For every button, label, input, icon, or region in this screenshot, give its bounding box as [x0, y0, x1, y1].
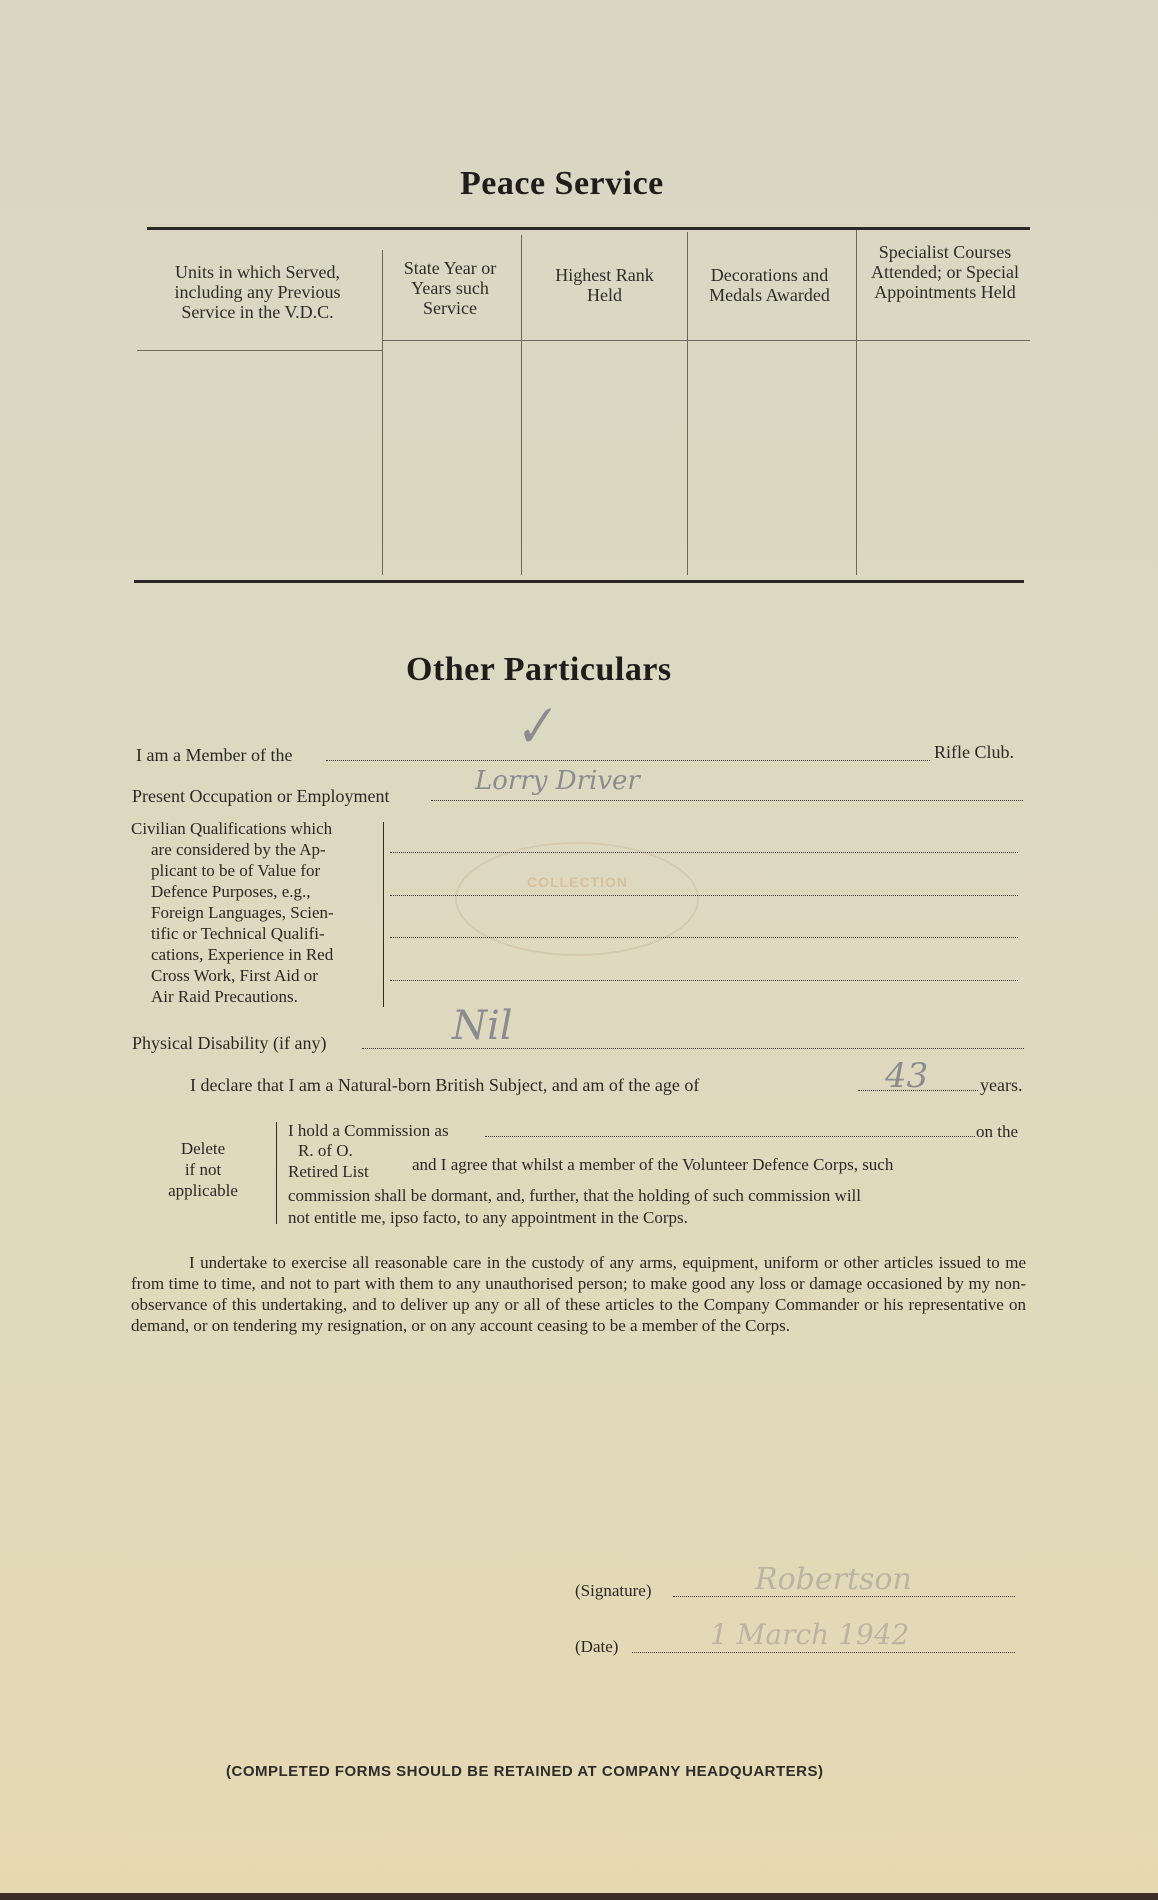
- commission-label: I hold a Commission as: [288, 1121, 449, 1140]
- commission-ipso-facto: not entitle me, ipso facto, to any appointment in the Corps.: [288, 1208, 688, 1227]
- undertaking-paragraph: I undertake to exercise all reasonable care in the custody of any arms, equipment, uniform or other articles issued to me from time to time, and not to part with them to any unauthorised person; to make good any loss or damage occasioned by my non-observance of this undertaking, and to deliver up any or all of these articles to the Company Commander or his representative on demand, or on tendering my resignation, or on any account ceasing to be a member of the Corps.: [131, 1253, 1026, 1335]
- civilian-line: plicant to be of Value for: [151, 861, 321, 880]
- col-header-specialist: Specialist Courses Attended; or Special Appointments Held: [871, 242, 1019, 302]
- civilian-bracket: [383, 822, 384, 1007]
- commission-field[interactable]: [485, 1136, 975, 1137]
- civilian-line: Foreign Languages, Scien-: [151, 903, 334, 922]
- age-value: 43: [885, 1056, 929, 1096]
- col-header-rank: Highest Rank Held: [555, 265, 654, 305]
- member-suffix: Rifle Club.: [934, 742, 1014, 762]
- commission-agree: and I agree that whilst a member of the Volunteer Defence Corps, such: [412, 1155, 894, 1174]
- civilian-field-4[interactable]: [390, 980, 1018, 981]
- header-underline: [382, 340, 1030, 341]
- member-label: I am a Member of the: [136, 745, 293, 765]
- declare-suffix: years.: [980, 1075, 1023, 1095]
- peace-service-title: Peace Service: [460, 165, 664, 202]
- table-divider: [687, 232, 688, 575]
- delete-note-line: if not: [184, 1160, 222, 1179]
- col-header-units: Units in which Served, including any Previous Service in the V.D.C.: [174, 262, 341, 322]
- delete-note: [158, 1138, 248, 1201]
- header-underline: [137, 350, 382, 351]
- delete-note-line: applicable: [168, 1181, 238, 1200]
- civilian-line: Air Raid Precautions.: [151, 987, 298, 1006]
- footer-note: (COMPLETED FORMS SHOULD BE RETAINED AT COMPANY HEADQUARTERS): [226, 1763, 824, 1780]
- occupation-label: Present Occupation or Employment: [132, 786, 390, 806]
- occupation-field[interactable]: [431, 800, 1023, 801]
- occupation-value: Lorry Driver: [475, 766, 640, 796]
- disability-value: Nil: [452, 1003, 513, 1049]
- member-value: ✓: [506, 694, 562, 762]
- table-divider: [856, 230, 857, 575]
- civilian-field-3[interactable]: [390, 937, 1018, 938]
- commission-on-the: on the: [976, 1122, 1019, 1141]
- commission-retired: Retired List: [288, 1162, 369, 1181]
- page-bottom-edge: [0, 1893, 1158, 1900]
- commission-dormant: commission shall be dormant, and, further, that the holding of such commission will: [288, 1186, 861, 1205]
- commission-bracket: [276, 1122, 277, 1224]
- date-label: (Date): [575, 1637, 619, 1656]
- signature-label: (Signature): [575, 1581, 652, 1600]
- civilian-label: [131, 818, 381, 1007]
- civilian-line: are considered by the Ap-: [151, 840, 326, 859]
- civilian-field-2[interactable]: [390, 895, 1018, 896]
- table-bottom-rule: [134, 580, 1024, 583]
- commission-ro: R. of O.: [298, 1141, 353, 1160]
- member-field[interactable]: [326, 760, 930, 761]
- date-field[interactable]: [632, 1652, 1015, 1653]
- watermark-stamp: COLLECTION: [455, 842, 699, 956]
- col-header-years: State Year or Years such Service: [403, 258, 497, 318]
- date-value: 1 March 1942: [710, 1618, 910, 1651]
- civilian-line: Cross Work, First Aid or: [151, 966, 318, 985]
- table-divider: [382, 250, 383, 575]
- civilian-line: tific or Technical Qualifi-: [151, 924, 325, 943]
- civilian-line: Civilian Qualifications which: [131, 819, 333, 838]
- table-top-rule: [147, 227, 1030, 230]
- civilian-line: Defence Purposes, e.g.,: [151, 882, 311, 901]
- table-divider: [521, 235, 522, 575]
- other-particulars-title: Other Particulars: [406, 651, 672, 688]
- declare-label: I declare that I am a Natural-born British Subject, and am of the age of: [190, 1075, 700, 1095]
- disability-label: Physical Disability (if any): [132, 1033, 327, 1053]
- delete-note-line: Delete: [180, 1139, 226, 1158]
- civilian-line: cations, Experience in Red: [151, 945, 334, 964]
- col-header-decorations: Decorations and Medals Awarded: [709, 265, 830, 305]
- signature-value: Robertson: [755, 1562, 912, 1597]
- civilian-field-1[interactable]: [390, 852, 1018, 853]
